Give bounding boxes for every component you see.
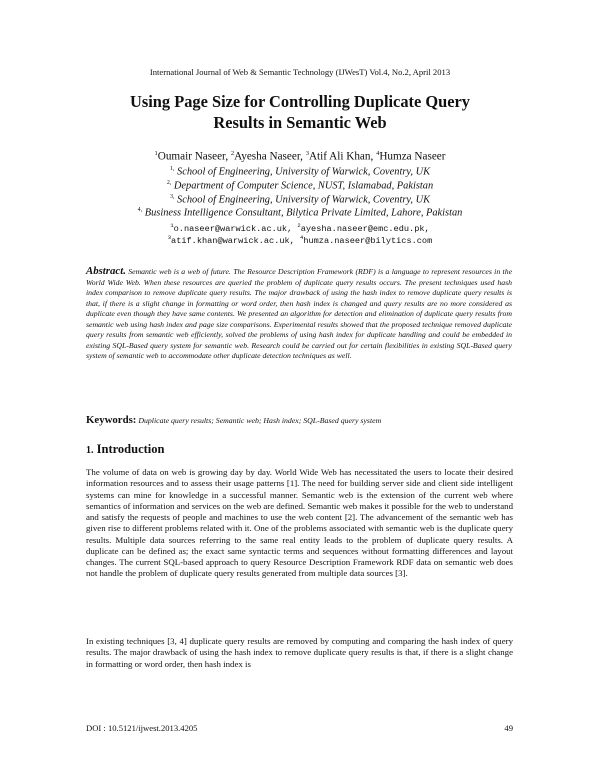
keywords <box>86 414 512 426</box>
email-line <box>0 222 600 234</box>
affiliation-text: Business Intelligence Consultant, Bilytica Private Limited, Lahore, Pakistan <box>144 207 463 219</box>
affiliation-marker: 4, <box>137 207 143 213</box>
abstract-label: Abstract. <box>86 265 126 277</box>
abstract <box>86 266 512 362</box>
affiliation <box>0 194 600 205</box>
doi[interactable]: DOI : 10.5121/ijwest.2013.4205 <box>86 723 198 733</box>
affiliation-text: School of Engineering, University of Warwick, Coventry, UK <box>177 194 431 206</box>
author-name: Ayesha Naseer, <box>234 150 303 163</box>
paper-title-line-1: Using Page Size for Controlling Duplicate Query <box>130 92 470 111</box>
section-heading <box>86 442 164 457</box>
affiliation <box>0 207 600 218</box>
author-marker: 3 <box>305 150 309 157</box>
author-name: Oumair Naseer, <box>157 150 229 163</box>
affiliation-text: School of Engineering, University of Warwick, Coventry, UK <box>177 166 431 178</box>
affiliation-marker: 3, <box>169 194 175 200</box>
paper-title-line-2: Results in Semantic Web <box>213 113 387 132</box>
email-address[interactable]: humza.naseer@bilytics.com <box>303 235 433 246</box>
email-address[interactable]: o.naseer@warwick.ac.uk, <box>173 223 293 234</box>
affiliation <box>0 166 600 177</box>
affiliation-text: Department of Computer Science, NUST, Islamabad, Pakistan <box>173 180 434 192</box>
email-line <box>0 234 600 246</box>
author-list <box>0 150 600 163</box>
email-marker: 4 <box>300 234 304 241</box>
author-name: Humza Naseer <box>379 150 446 163</box>
email-address[interactable]: ayesha.naseer@emc.edu.pk, <box>300 223 430 234</box>
journal-header: International Journal of Web & Semantic Technology (IJWesT) Vol.4, No.2, April 2013 <box>149 67 451 77</box>
email-address[interactable]: atif.khan@warwick.ac.uk, <box>171 235 295 246</box>
author-marker: 4 <box>376 150 380 157</box>
body-paragraph: The volume of data on web is growing day by day. World Wide Web has necessitated the users to locate their desired information resources and to assess their usage patterns [1]. The need for building server side and client side intelligent systems can mine for knowledge in a successful manner. Semantic web is the extension of the current web where semantics of information and services on the web are defined. Semantic web makes it possible for the web to understand and satisfy the requests of people and machines to use the web content [2]. The advancement of the semantic web has given rise to different problems related with it. One of the problems associated with semantic web is the duplicate query results. Multiple data sources referring to the same real entity leads to the problem of duplicate query results. A duplicate can be defined as; the exact same syntactic terms and sequences without formatting differences and layout changes. The current SQL-based approach to query Resource Description Framework RDF data on semantic web does not handle the problem of duplicate query results generated from multiple data sources [3]. <box>86 467 513 579</box>
affiliation-marker: 2, <box>166 180 172 186</box>
page-number: 49 <box>504 723 513 733</box>
abstract-text: Semantic web is a web of future. The Resource Description Framework (RDF) is a language to represent resources in the World Wide Web. When these resources are queried the problem of duplicate query results occurs. The present techniques used hash index comparison to remove duplicate query results. The major drawback of using the hash index to remove duplicate query results is that, if there is a slight change in formatting or word order, then hash index is changed and query results are no more considered as duplicate even though they have same contents. We presented an algorithm for detection and elimination of duplicate query results from semantic web using hash index and page size comparisons. Experimental results showed that the proposed technique removed duplicate query results from semantic web efficiently, solved the problems of using hash index for duplicate handling and could be embedded in existing SQL-Based query system for semantic web. Research could be carried out for certain flexibilities in existing SQL-Based query system of semantic web to accommodate other duplicate detection techniques as well. <box>86 267 513 360</box>
affiliation-marker: 1, <box>169 166 175 172</box>
email-marker: 3 <box>167 234 172 241</box>
author-marker: 2 <box>230 150 235 157</box>
section-number: 1. <box>86 445 94 456</box>
email-marker: 2 <box>297 222 301 229</box>
section-title: Introduction <box>96 442 165 456</box>
email-marker: 1 <box>170 222 174 229</box>
keywords-label: Keywords: <box>86 414 137 426</box>
body-paragraph: In existing techniques [3, 4] duplicate query results are removed by computing and comparing the hash index of query results. The major drawback of using the hash index to remove duplicate query results is that, if there is a slight change in formatting or word order, then hash index is <box>86 636 513 669</box>
affiliation <box>0 180 600 191</box>
author-name: Atif Ali Khan, <box>308 150 374 163</box>
author-marker: 1 <box>154 150 158 157</box>
keywords-text: Duplicate query results; Semantic web; Hash index; SQL-Based query system <box>138 416 382 425</box>
paper-title <box>40 91 560 133</box>
